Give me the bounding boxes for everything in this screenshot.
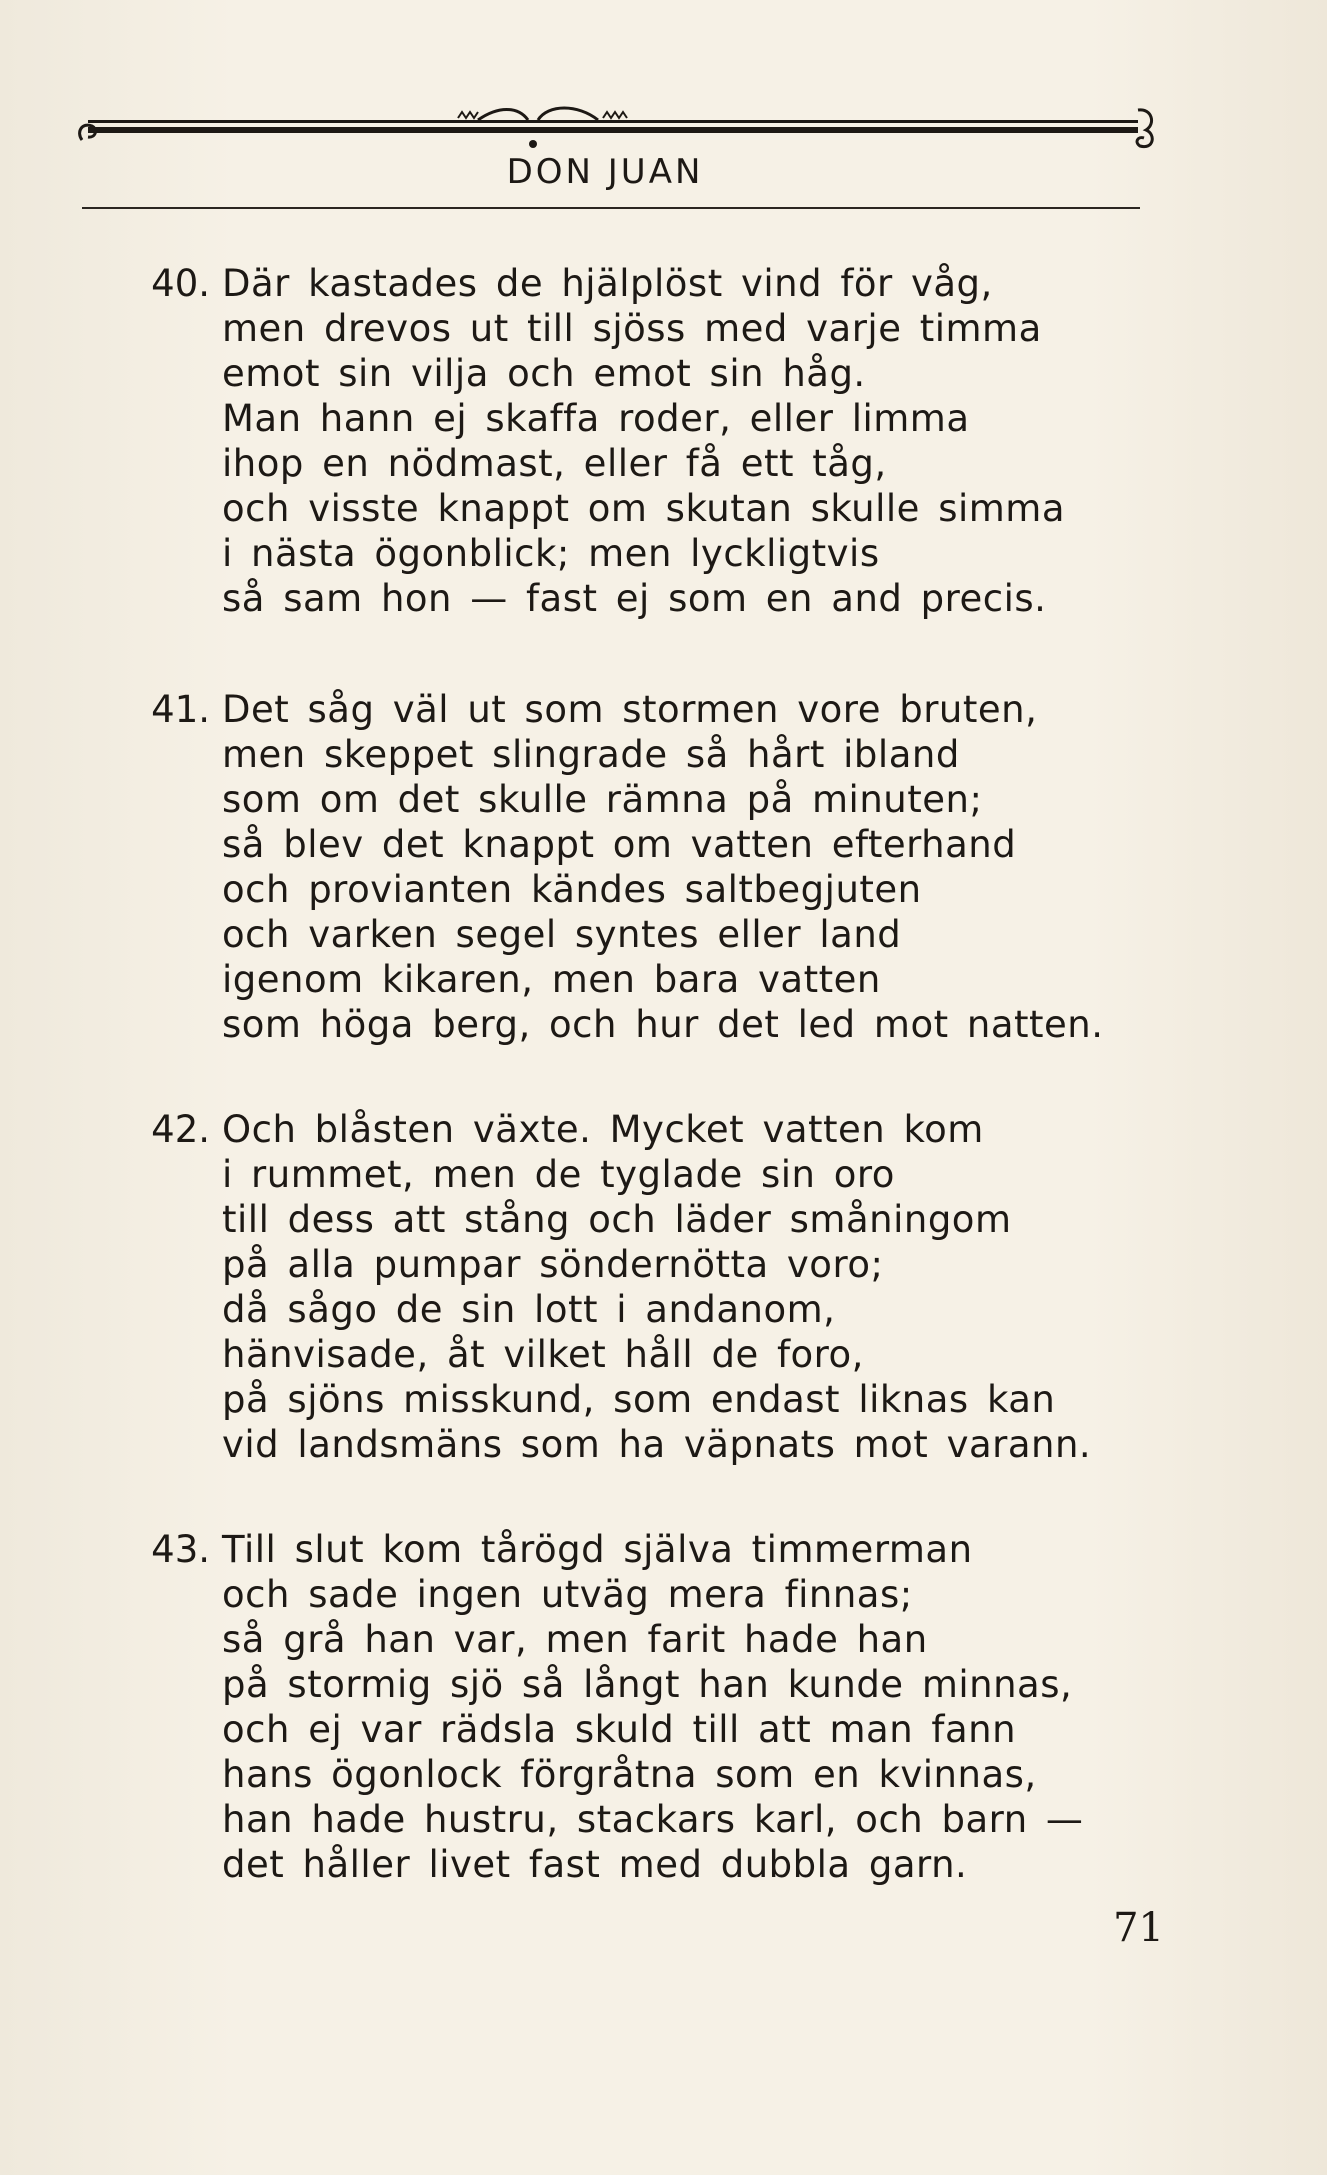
stanza-number: 43. — [151, 1528, 210, 1571]
verse-line: hänvisade, åt vilket håll de foro, — [222, 1333, 864, 1376]
verse-line: men drevos ut till sjöss med varje timma — [222, 307, 1042, 350]
header-rule — [82, 207, 1140, 209]
verse-line: till dess att stång och läder småningom — [222, 1198, 1012, 1241]
page-number: 71 — [1113, 1905, 1164, 1951]
verse-line: och visste knappt om skutan skulle simma — [222, 487, 1066, 530]
verse-line: Och blåsten växte. Mycket vatten kom — [222, 1108, 984, 1151]
verse-line: då sågo de sin lott i andanom, — [222, 1288, 836, 1331]
verse-line: emot sin vilja och emot sin håg. — [222, 352, 866, 395]
verse-line: Där kastades de hjälplöst vind för våg, — [222, 262, 993, 305]
verse-line: på alla pumpar söndernötta voro; — [222, 1243, 884, 1286]
verse-line: på sjöns misskund, som endast liknas kan — [222, 1378, 1056, 1421]
verse-line: så sam hon — fast ej som en and precis. — [222, 577, 1047, 620]
verse-line: på stormig sjö så långt han kunde minnas, — [222, 1663, 1073, 1706]
verse-line: så grå han var, men farit hade han — [222, 1618, 928, 1661]
verse-line: hans ögonlock förgråtna som en kvinnas, — [222, 1753, 1037, 1796]
header-ornament — [78, 96, 1158, 156]
verse-line: det håller livet fast med dubbla garn. — [222, 1843, 968, 1886]
stanza-number: 41. — [151, 688, 210, 731]
verse-line: och varken segel syntes eller land — [222, 913, 902, 956]
verse-line: ihop en nödmast, eller få ett tåg, — [222, 442, 887, 485]
stanza-number: 40. — [151, 262, 210, 305]
stanza-number: 42. — [151, 1108, 210, 1151]
verse-line: vid landsmäns som ha väpnats mot varann. — [222, 1423, 1092, 1466]
verse-line: som om det skulle rämna på minuten; — [222, 778, 983, 821]
verse-line: i rummet, men de tyglade sin oro — [222, 1153, 895, 1196]
verse-line: Man hann ej skaffa roder, eller limma — [222, 397, 970, 440]
running-head: DON JUAN — [506, 152, 704, 192]
verse-line: han hade hustru, stackars karl, och barn — — [222, 1798, 1084, 1841]
verse-line: men skeppet slingrade så hårt ibland — [222, 733, 960, 776]
verse-line: som höga berg, och hur det led mot natten. — [222, 1003, 1104, 1046]
verse-line: och provianten kändes saltbegjuten — [222, 868, 922, 911]
verse-line: igenom kikaren, men bara vatten — [222, 958, 881, 1001]
verse-line: och sade ingen utväg mera finnas; — [222, 1573, 913, 1616]
verse-line: så blev det knappt om vatten efterhand — [222, 823, 1017, 866]
verse-line: i nästa ögonblick; men lyckligtvis — [222, 532, 880, 575]
verse-line: och ej var rädsla skuld till att man fann — [222, 1708, 1017, 1751]
verse-line: Det såg väl ut som stormen vore bruten, — [222, 688, 1038, 731]
verse-line: Till slut kom tårögd själva timmerman — [222, 1528, 973, 1571]
